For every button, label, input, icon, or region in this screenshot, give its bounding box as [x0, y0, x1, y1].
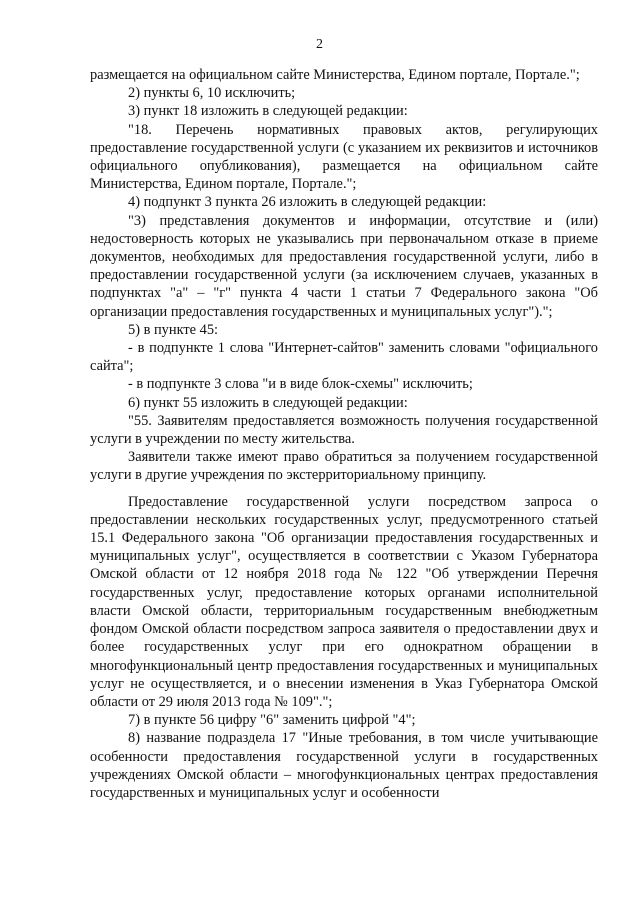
paragraph: 7) в пункте 56 цифру "6" заменить цифрой "4"; — [128, 712, 416, 729]
paragraph: "3) представления документов и информации, отсутствие и (или) недостоверность которых не указывались при первоначальном отказе в приеме документов, необходимых для предоставления государственной услуги, либо в предоставлении государственной услуги (за исключением случаев, указанных в подпунктах "а" – "г" пункта 4 части 1 статьи 7 Федерального закона "Об организации предоставления государственных и муниципальных услуг")."; — [90, 212, 598, 320]
paragraph: - в подпункте 1 слова "Интернет-сайтов" заменить словами "официального сайта"; — [90, 340, 598, 375]
paragraph: Заявители также имеют право обратиться за получением государственной услуги в другие учреждения по экстерриториальному принципу. — [90, 449, 598, 484]
paragraph: Предоставление государственной услуги посредством запроса о предоставлении нескольких государственных услуг, предусмотренного статьей 15.1 Федерального закона "Об организации предоставления государственных и муниципальных услуг", осуществляется в соответствии с Указом Губернатора Омской области от 12 ноября 2018 года № 122 "Об утверждении Перечня государственных услуг, предоставление которых органами исполнительной власти Омской области, территориальным государственным внебюджетным фондом Омской области посредством запроса заявителя о предоставлении двух и более государственных услуг при его однократном обращении в многофункциональный центр предоставления государственных и муниципальных услуг не осуществляется, и о внесении изменения в Указ Губернатора Омской области от 29 июля 2013 года № 109"."; — [90, 493, 598, 710]
page-number: 2 — [316, 37, 323, 52]
paragraph: 5) в пункте 45: — [128, 321, 219, 338]
paragraph: "18. Перечень нормативных правовых актов, регулирующих предоставление государственной услуги (с указанием их реквизитов и источников официального опубликования), размещается на официальном сайте Министерства, Едином портале, Портале."; — [90, 121, 598, 193]
paragraph: размещается на официальном сайте Министерства, Едином портале, Портале."; — [90, 67, 580, 83]
paragraph: 8) название подраздела 17 "Иные требования, в том числе учитывающие особенности предоставления государственной услуги в государственных учреждениях Омской области – многофункциональных центрах предоставления государственных и муниципальных услуг и особенности — [90, 730, 598, 801]
paragraph: 6) пункт 55 изложить в следующей редакции: — [128, 394, 408, 411]
paragraph: 3) пункт 18 изложить в следующей редакции: — [128, 103, 408, 120]
paragraph: - в подпункте 3 слова "и в виде блок-схемы" исключить; — [128, 376, 473, 393]
paragraph: 2) пункты 6, 10 исключить; — [128, 85, 296, 102]
document-body — [90, 66, 598, 802]
paragraph: 4) подпункт 3 пункта 26 изложить в следующей редакции: — [128, 194, 487, 211]
paragraph: "55. Заявителям предоставляется возможность получения государственной услуги в учреждении по месту жительства. — [90, 412, 598, 448]
